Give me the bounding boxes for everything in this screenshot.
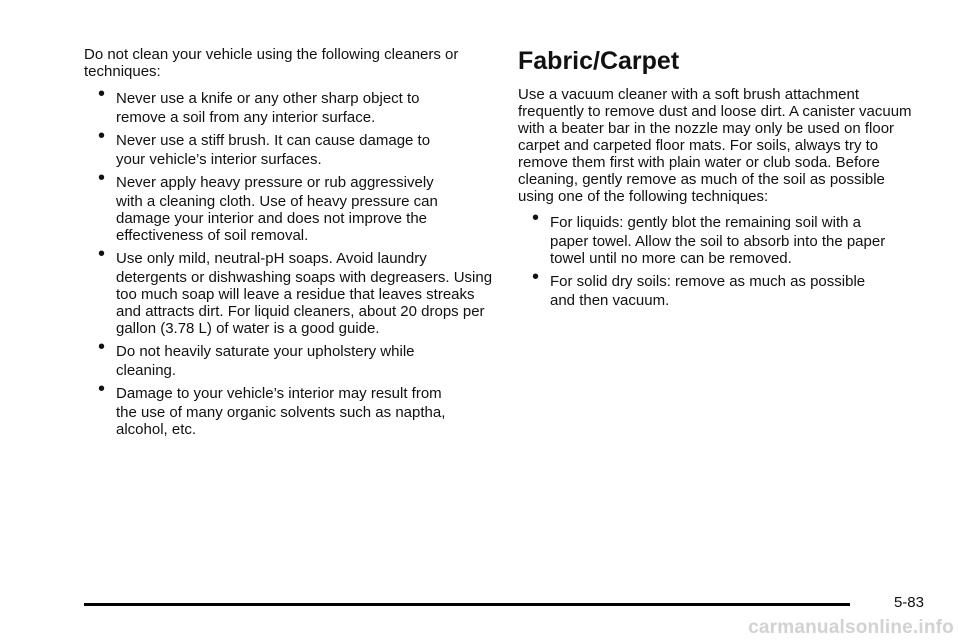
bullet-icon: • bbox=[98, 83, 106, 105]
list-item-rest: paper towel. Allow the soil to absorb into the paper towel until no more can be removed. bbox=[550, 233, 886, 267]
list-item bbox=[84, 336, 494, 379]
bullet-icon: • bbox=[98, 243, 106, 265]
section-heading: Fabric/Carpet bbox=[518, 47, 680, 75]
list-item-rest: remove a soil from any interior surface. bbox=[116, 109, 376, 126]
bullet-icon: • bbox=[98, 378, 106, 400]
list-item-first-line: Damage to your vehicle’s interior may result from bbox=[116, 385, 442, 402]
list-item bbox=[84, 125, 494, 168]
list-item-rest: cleaning. bbox=[116, 362, 177, 379]
list-item-first-line: Never use a stiff brush. It can cause damage to bbox=[116, 132, 431, 149]
cleaning-warnings-list bbox=[84, 83, 494, 438]
list-item-rest: with a cleaning cloth. Use of heavy pressure can damage your interior and does not improve the effectiveness of soil removal. bbox=[116, 193, 438, 244]
list-item-rest: detergents or dishwashing soaps with degreasers. Using too much soap will leave a residue that leaves streaks and attracts dirt. For liquid cleaners, about 20 drops per gallon (3.78 L) of water is a good guide. bbox=[116, 269, 493, 337]
list-item bbox=[518, 207, 918, 267]
fabric-carpet-paragraph: Use a vacuum cleaner with a soft brush attachment frequently to remove dust and loose dirt. A canister vacuum with a beater bar in the nozzle may only be used on floor carpet and carpeted floor mats. For soils, always try to remove them first with plain water or club soda. Before cleaning, gently remove as much of the soil as possible using one of the following techniques: bbox=[518, 86, 912, 205]
list-item bbox=[84, 167, 494, 244]
bullet-icon: • bbox=[98, 336, 106, 358]
bullet-icon: • bbox=[532, 266, 540, 288]
soil-techniques-list bbox=[518, 207, 918, 309]
left-column bbox=[84, 46, 494, 444]
bullet-icon: • bbox=[532, 207, 540, 229]
list-item-rest: the use of many organic solvents such as naptha, alcohol, etc. bbox=[116, 404, 446, 438]
list-item-rest: your vehicle’s interior surfaces. bbox=[116, 151, 322, 168]
page-number: 5-83 bbox=[893, 594, 924, 611]
list-item bbox=[518, 266, 918, 309]
bullet-icon: • bbox=[98, 167, 106, 189]
footer-rule bbox=[84, 603, 850, 606]
list-item bbox=[84, 243, 494, 337]
bullet-icon: • bbox=[98, 125, 106, 147]
list-item-rest: and then vacuum. bbox=[550, 292, 670, 309]
list-item-first-line: Use only mild, neutral-pH soaps. Avoid laundry bbox=[116, 250, 427, 267]
list-item bbox=[84, 378, 494, 438]
list-item-first-line: For liquids: gently blot the remaining soil with a bbox=[550, 214, 861, 231]
right-column bbox=[518, 46, 918, 315]
list-item bbox=[84, 83, 494, 126]
list-item-first-line: Never apply heavy pressure or rub aggressively bbox=[116, 174, 434, 191]
intro-paragraph: Do not clean your vehicle using the following cleaners or techniques: bbox=[84, 46, 459, 80]
list-item-first-line: For solid dry soils: remove as much as possible bbox=[550, 273, 866, 290]
list-item-first-line: Never use a knife or any other sharp object to bbox=[116, 90, 420, 107]
list-item-first-line: Do not heavily saturate your upholstery while bbox=[116, 343, 415, 360]
watermark: carmanualsonline.info bbox=[748, 617, 954, 638]
